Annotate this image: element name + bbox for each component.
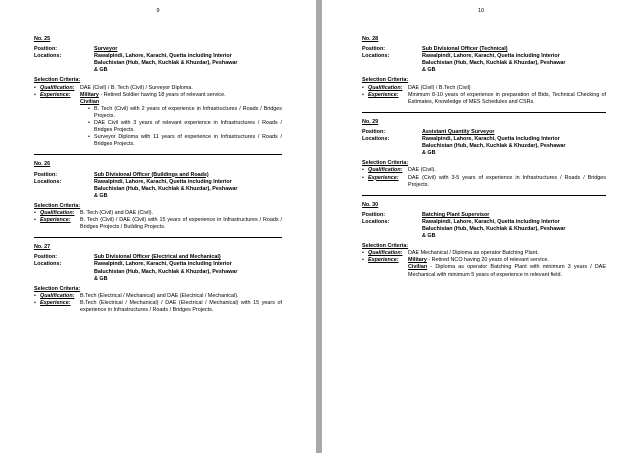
position-label: Position: [34, 171, 58, 178]
experience-label: Experience: [40, 217, 71, 224]
experience-text: B. Tech (Civil) / DAE (Civil) with 15 years of experience in Infrastructures / Roads / Bridges Projects / Building Projects. [80, 217, 282, 231]
qualification-label: Qualification: [368, 167, 403, 174]
job-entry: No. 27 Position: Sub Divisional Officer (Electrical and Mechanical) Locations: Rawalpindi, Lahore, Karachi, Quetta including Interior Baluchistan (Hub, Mach, Kuchlak & Khuzdar), Peshawar & GB Selection Criteria: • Qualification: B.Tech (Electrical / Mechanical) and DAE (Electrical / Mechanical). • Experience: B.Tech (Electrical / Mechanical) / DAE (Electrical / Mechanical) with 15 years of experience in Infrastructures / Roads / Bridges Projects. [34, 244, 282, 313]
location-line: & GB [422, 150, 436, 157]
position-label: Position: [34, 254, 58, 261]
location-line: Baluchistan (Hub, Mach, Kuchlak & Khuzdar), Peshawar [94, 268, 238, 275]
civilian-label: Civilian [408, 264, 428, 271]
job-entry: No. 29 Position: Assistant Quantity Surveyor Locations: Rawalpindi, Lahore, Karachi, Quetta including Interior Baluchistan (Hub, Mach, Kuchlak & Khuzdar), Peshawar & GB Selection Criteria: • Qualification: DAE (Civil). • Experience: DAE (Civil) with 3-5 years of experience in Infrastructures / Roads / Bridges Projects. [362, 119, 606, 196]
experience-item: • Surveyor Diploma with 11 years of experience in Infrastructures / Roads / Bridges Projects. [88, 134, 282, 148]
locations-label: Locations: [362, 218, 390, 225]
selection-criteria-heading: Selection Criteria: [34, 285, 81, 292]
experience-label: Experience: [368, 174, 399, 181]
position-value: Sub Divisional Officer (Electrical and Mechanical) [94, 254, 221, 261]
experience-label: Experience: [368, 257, 399, 264]
experience-text: DAE (Civil) with 3-5 years of experience in Infrastructures / Roads / Bridges Projects. [408, 174, 606, 188]
experience-text: B.Tech (Electrical / Mechanical) / DAE (Electrical / Mechanical) with 15 years of experience in Infrastructures / Roads / Bridges Projects. [80, 299, 282, 313]
location-line: Rawalpindi, Lahore, Karachi, Quetta including Interior [422, 136, 560, 143]
page-number: 9 [156, 8, 160, 14]
location-line: Rawalpindi, Lahore, Karachi, Quetta including Interior [422, 218, 560, 225]
selection-criteria-heading: Selection Criteria: [362, 77, 409, 84]
location-line: & GB [422, 233, 436, 240]
position-label: Position: [34, 46, 58, 53]
location-line: Rawalpindi, Lahore, Karachi, Quetta including Interior [422, 53, 560, 60]
position-value: Batching Plant Supervisor [422, 211, 490, 218]
military-text: - Retired Soldier having 18 years of relevant service. [100, 91, 226, 98]
entry-number: No. 26 [34, 161, 51, 168]
job-entry: No. 30 Position: Batching Plant Supervisor Locations: Rawalpindi, Lahore, Karachi, Quetta including Interior Baluchistan (Hub, Mach, Kuchlak & Khuzdar), Peshawar & GB Selection Criteria: • Qualification: DAE Mechanical / Diploma as operator Batching Plant. • Experience: Military - Retired NCO having 20 years of relevant service. Civilian - Diploma as operator Batching Plant with minimum 3 years / DAE Mechanical with minimum 5 years of experience in relevant field. [362, 201, 606, 278]
qualification-text: DAE (Civil) / B. Tech (Civil) / Surveyor Diploma. [80, 84, 193, 91]
military-text: - Retired NCO having 20 years of relevant service. [428, 257, 549, 264]
qualification-label: Qualification: [40, 209, 75, 216]
qualification-text: DAE Mechanical / Diploma as operator Batching Plant. [408, 250, 539, 257]
qualification-label: Qualification: [368, 84, 403, 91]
experience-item: • B. Tech (Civil) with 2 years of experience in Infrastructures / Roads / Bridges Projects. [88, 106, 282, 120]
qualification-label: Qualification: [40, 84, 75, 91]
location-line: Baluchistan (Hub, Mach, Kuchlak & Khuzdar), Peshawar [422, 60, 566, 67]
selection-criteria-heading: Selection Criteria: [34, 202, 81, 209]
qualification-label: Qualification: [40, 292, 75, 299]
entry-number: No. 30 [362, 201, 379, 208]
locations-label: Locations: [362, 53, 390, 60]
experience-label: Experience: [40, 91, 71, 98]
qualification-text: B.Tech (Electrical / Mechanical) and DAE (Electrical / Mechanical). [80, 292, 239, 299]
selection-criteria-heading: Selection Criteria: [34, 77, 81, 84]
location-line: Baluchistan (Hub, Mach, Kuchlak & Khuzdar), Peshawar [94, 185, 238, 192]
qualification-text: B. Tech (Civil) and DAE (Civil). [80, 209, 153, 216]
civilian-text: - Diploma as operator Batching Plant with minimum 3 years / DAE Mechanical with minimum 5 years of experience in relevant field. [408, 264, 606, 278]
job-entry: No. 25 Position: Surveyor Locations: Rawalpindi, Lahore, Karachi, Quetta including Interior Baluchistan (Hub, Mach, Kuchlak & Khuzdar), Peshawar & GB Selection Criteria: • Qualification: DAE (Civil) / B. Tech (Civil) / Surveyor Diploma. • Experience: Military - Retired Soldier having 18 years of relevant service. Civilian • B. Tech (Civil) with 2 years of experience in Infrastructures / Roads / Bridges Projects. • DAE Civil with 3 years of relevant experience in Infrastructures / Roads / Bridges Projects. • Surveyor Diploma with 11 years of experience in Infrastructures / Roads / Bridges Projects. [34, 36, 282, 155]
entry-number: No. 29 [362, 118, 379, 125]
locations-label: Locations: [34, 53, 62, 60]
experience-label: Experience: [368, 91, 399, 98]
qualification-label: Qualification: [368, 250, 403, 257]
locations-label: Locations: [362, 136, 390, 143]
right-page [322, 0, 640, 453]
experience-item: • DAE Civil with 3 years of relevant experience in Infrastructures / Roads / Bridges Projects. [88, 120, 282, 134]
locations-label: Locations: [34, 178, 62, 185]
civilian-label: Civilian [80, 98, 100, 105]
location-line: Baluchistan (Hub, Mach, Kuchlak & Khuzdar), Peshawar [94, 60, 238, 67]
military-label: Military [408, 257, 427, 264]
position-value: Surveyor [94, 46, 118, 53]
job-entry: No. 28 Position: Sub Divisional Officer (Technical) Locations: Rawalpindi, Lahore, Karachi, Quetta including Interior Baluchistan (Hub, Mach, Kuchlak & Khuzdar), Peshawar & GB Selection Criteria: • Qualification: DAE (Civil) / B.Tech (Civil) • Experience: Minimum 8-10 years of experience in preparation of Bids, Technical Checking of Estimates, Knowledge of MES Schedules and CSRs. [362, 36, 606, 113]
military-label: Military [80, 91, 99, 98]
location-line: Rawalpindi, Lahore, Karachi, Quetta including Interior [94, 53, 232, 60]
position-value: Sub Divisional Officer (Buildings and Roads) [94, 171, 209, 178]
position-label: Position: [362, 211, 386, 218]
selection-criteria-heading: Selection Criteria: [362, 243, 409, 250]
location-line: & GB [94, 67, 108, 74]
experience-text: Minimum 8-10 years of experience in preparation of Bids, Technical Checking of Estimates, Knowledge of MES Schedules and CSRs. [408, 91, 606, 105]
experience-label: Experience: [40, 299, 71, 306]
selection-criteria-heading: Selection Criteria: [362, 160, 409, 167]
qualification-text: DAE (Civil). [408, 167, 436, 174]
location-line: & GB [422, 67, 436, 74]
position-label: Position: [362, 46, 386, 53]
entry-number: No. 28 [362, 36, 379, 42]
location-line: Rawalpindi, Lahore, Karachi, Quetta including Interior [94, 178, 232, 185]
left-page [0, 0, 316, 453]
position-label: Position: [362, 128, 386, 135]
location-line: Rawalpindi, Lahore, Karachi, Quetta including Interior [94, 261, 232, 268]
job-entry: No. 26 Position: Sub Divisional Officer (Buildings and Roads) Locations: Rawalpindi, Lahore, Karachi, Quetta including Interior Baluchistan (Hub, Mach, Kuchlak & Khuzdar), Peshawar & GB Selection Criteria: • Qualification: B. Tech (Civil) and DAE (Civil). • Experience: B. Tech (Civil) / DAE (Civil) with 15 years of experience in Infrastructures / Roads / Bridges Projects / Building Projects. [34, 161, 282, 238]
location-line: & GB [94, 275, 108, 282]
position-value: Sub Divisional Officer (Technical) [422, 46, 508, 53]
qualification-text: DAE (Civil) / B.Tech (Civil) [408, 84, 471, 91]
entry-number: No. 27 [34, 244, 51, 251]
location-line: & GB [94, 192, 108, 199]
location-line: Baluchistan (Hub, Mach, Kuchlak & Khuzdar), Peshawar [422, 143, 566, 150]
locations-label: Locations: [34, 261, 62, 268]
page-number: 10 [477, 8, 485, 14]
location-line: Baluchistan (Hub, Mach, Kuchlak & Khuzdar), Peshawar [422, 225, 566, 232]
entry-number: No. 25 [34, 36, 51, 42]
position-value: Assistant Quantity Surveyor [422, 128, 495, 135]
